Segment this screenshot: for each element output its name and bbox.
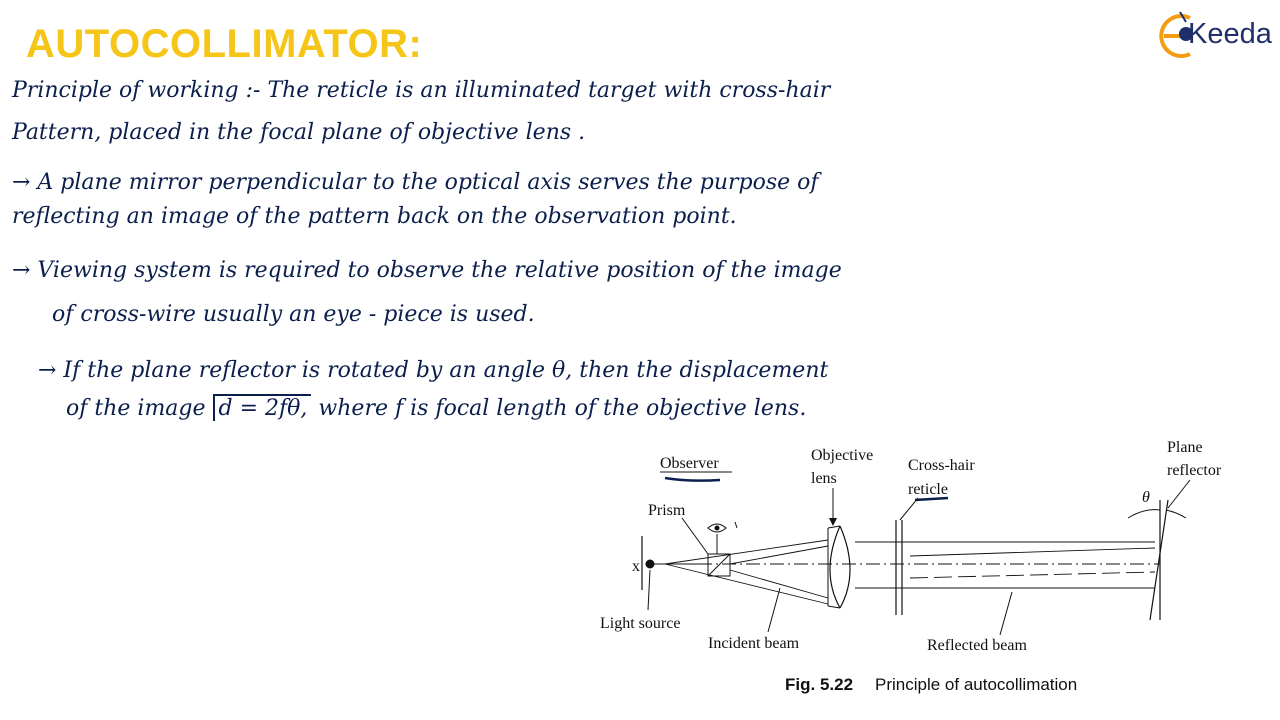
note-line-7: → If the plane reflector is rotated by an angle θ, then the displacement <box>38 358 829 383</box>
label-incident-beam: Incident beam <box>708 635 800 652</box>
label-crosshair-1: Cross-hair <box>908 457 975 474</box>
note-line-3: → A plane mirror perpendicular to the optical axis serves the purpose of <box>12 170 819 195</box>
displacement-formula: d = 2fθ, <box>213 394 312 421</box>
label-x: x <box>632 558 640 575</box>
note-line-8a: of the image <box>66 396 206 421</box>
label-observer: Observer <box>660 455 719 472</box>
page-title: AUTOCOLLIMATOR: <box>26 22 423 66</box>
label-crosshair-2: reticle <box>908 481 948 498</box>
note-line-6: of cross-wire usually an eye - piece is used. <box>52 302 535 327</box>
label-prism: Prism <box>648 502 686 519</box>
logo-text: Keeda <box>1188 18 1272 50</box>
label-reflected-beam: Reflected beam <box>927 637 1027 654</box>
autocollimation-figure <box>570 430 1270 710</box>
label-objective-2: lens <box>811 470 837 487</box>
note-line-4: reflecting an image of the pattern back on the observation point. <box>12 204 737 229</box>
note-line-8b: where f is focal length of the objective lens. <box>318 396 807 421</box>
label-plane-2: reflector <box>1167 462 1222 479</box>
figure-caption-number: Fig. 5.22 <box>785 675 854 694</box>
figure-caption-text: Principle of autocollimation <box>875 675 1078 694</box>
note-line-1: Principle of working :- The reticle is an illuminated target with cross-hair <box>12 78 831 103</box>
label-objective-1: Objective <box>811 447 874 464</box>
label-plane-1: Plane <box>1167 439 1203 456</box>
note-line-5: → Viewing system is required to observe the relative position of the image <box>12 258 842 283</box>
ekeeda-logo <box>1150 6 1278 66</box>
label-theta: θ <box>1142 489 1150 506</box>
note-line-2: Pattern, placed in the focal plane of objective lens . <box>12 120 586 145</box>
note-line-8 <box>66 396 806 421</box>
label-light-source: Light source <box>600 615 681 632</box>
